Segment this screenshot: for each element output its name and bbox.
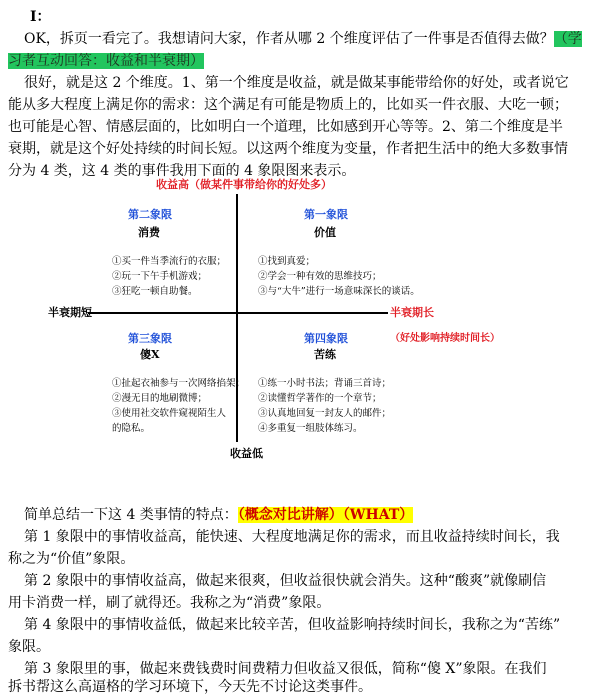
summary-line: 称之为“价值”象限。 — [8, 551, 135, 567]
list-item: ①练一小时书法；背诵三首诗； — [258, 378, 392, 389]
left-axis-label: 半衰期短 — [48, 306, 92, 319]
list-item: ②玩一下午手机游戏； — [112, 271, 208, 282]
summary-intro-line — [24, 504, 413, 526]
quadrant-3-name: 傻X — [140, 348, 160, 361]
quadrant-4-items — [258, 376, 391, 436]
summary-line: 第 4 象限中的事情收益低，做起来比较辛苦，但收益影响持续时间长，我称之为“苦练” — [24, 617, 561, 633]
quadrant-2-title: 第二象限 — [128, 208, 172, 221]
quadrant-2-name: 消费 — [138, 226, 160, 239]
para1-line: 也可能是心智、情感层面的，比如明白一个道理，比如感到开心等等。2、第二个维度是半 — [8, 119, 563, 135]
quadrant-4-title: 第四象限 — [304, 332, 348, 345]
intro-line — [24, 28, 582, 50]
list-item: ④多重复一组肢体练习。 — [258, 423, 363, 434]
quadrant-2-items — [112, 254, 226, 299]
what-tag: （WHAT） — [342, 507, 414, 523]
summary-intro: 简单总结一下这 4 类事情的特点： — [24, 507, 238, 523]
concept-tag: （概念对比讲解） — [237, 507, 343, 523]
section-heading: I： — [30, 9, 51, 25]
quadrant-diagram — [46, 172, 546, 462]
right-axis-note: （好处影响持续时间长） — [390, 333, 500, 344]
summary-line: 象限。 — [8, 639, 50, 655]
list-item: ①找到真爱； — [258, 256, 316, 267]
list-item: ②漫无目的地刷微博； — [112, 393, 208, 404]
list-item: ③狂吃一顿自助餐。 — [112, 286, 198, 297]
quadrant-1-name: 价值 — [314, 226, 336, 239]
summary-line: 第 1 象限中的事情收益高，能快速、大程度地满足你的需求，而且收益持续时间长，我 — [24, 529, 560, 545]
list-item: ③与“大牛”进行一场意味深长的谈话。 — [258, 286, 420, 297]
quadrant-3-title: 第三象限 — [128, 332, 172, 345]
summary-line: 第 3 象限里的事，做起来费钱费时间费精力但收益又很低，简称“傻 X”象限。在我们 — [24, 661, 547, 677]
list-item: ③使用社交软件窥视陌生人 — [112, 408, 227, 419]
list-item: 的隐私。 — [112, 423, 151, 434]
list-item: ③认真地回复一封友人的邮件； — [258, 408, 392, 419]
answer-highlight-part1: （学 — [553, 31, 582, 47]
para1-line: 分为 4 类，这 4 类的事件我用下面的 4 象限图来表示。 — [8, 163, 356, 179]
list-item: ①买一件当季流行的衣服； — [112, 256, 227, 267]
answer-highlight-part2: 习者互动回答：收益和半衰期） — [8, 53, 204, 69]
quadrant-1-title: 第一象限 — [304, 208, 348, 221]
intro-question: OK，拆页一看完了。我想请问大家，作者从哪 2 个维度评估了一件事是否值得去做？ — [24, 31, 554, 47]
right-axis-label: 半衰期长 — [390, 306, 434, 319]
summary-line: 用卡消费一样，刷了就得还。我称之为“消费”象限。 — [8, 595, 331, 611]
list-item: ②读懂哲学著作的一个章节； — [258, 393, 382, 404]
horizontal-axis — [88, 312, 388, 314]
list-item: ①扯起衣袖参与一次网络掐架； — [112, 378, 246, 389]
intro-line-2 — [8, 50, 204, 72]
quadrant-3-items — [112, 376, 245, 436]
summary-line: 拆书帮这么高逼格的学习环境下，今天先不讨论这类事件。 — [8, 679, 372, 695]
quadrant-1-items — [258, 254, 420, 299]
para1-line: 能从多大程度上满足你的需求：这个满足有可能是物质上的，比如买一件衣服、大吃一顿； — [8, 97, 568, 113]
para1-line: 衰期，就是这个好处持续的时间长短。以这两个维度为变量，作者把生活中的绝大多数事情 — [8, 141, 568, 157]
bottom-axis-label: 收益低 — [230, 447, 263, 460]
para1-line: 很好，就是这 2 个维度。1、第一个维度是收益，就是做某事能带给你的好处，或者说它 — [24, 75, 569, 91]
quadrant-4-name: 苦练 — [314, 348, 336, 361]
list-item: ②学会一种有效的思维技巧； — [258, 271, 382, 282]
summary-line: 第 2 象限中的事情收益高，做起来很爽，但收益很快就会消失。这种“酸爽”就像刷信 — [24, 573, 547, 589]
top-axis-label: 收益高（做某件事带给你的好处多） — [156, 178, 332, 191]
